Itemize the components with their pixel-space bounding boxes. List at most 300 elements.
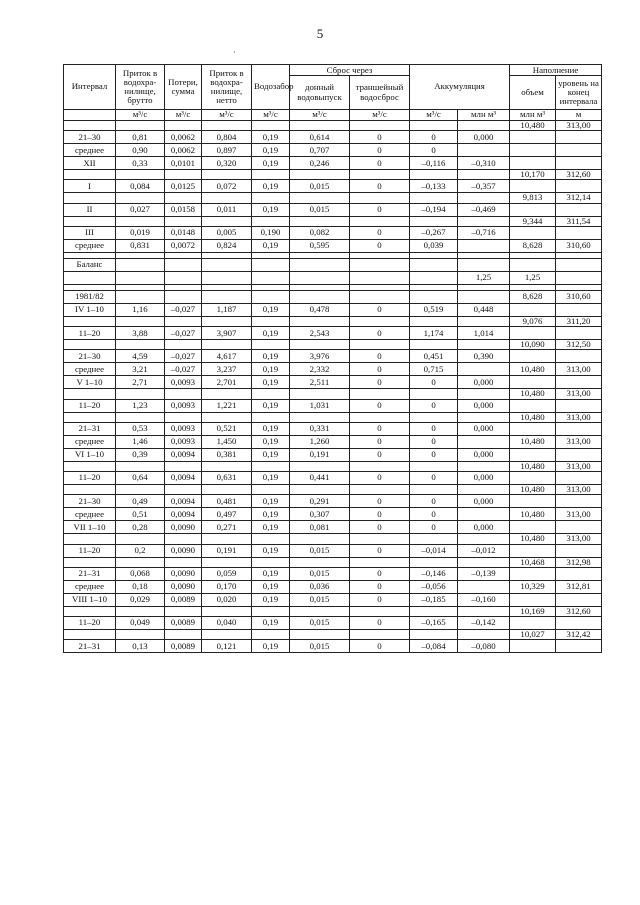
value-cell [510,376,556,389]
value-cell: 0,451 [410,350,458,363]
value-cell [116,216,165,226]
table-row [64,303,602,316]
value-cell: 0,0072 [165,239,202,252]
value-cell: 0,036 [290,580,350,593]
value-cell: –0,194 [410,203,458,216]
value-cell [458,508,510,521]
value-cell [510,640,556,653]
value-cell: 10,468 [510,557,556,567]
value-cell [556,448,602,461]
value-cell [556,495,602,508]
value-cell [290,271,350,284]
interval-cell: II [64,203,116,216]
value-cell [165,534,202,544]
value-cell: 8,628 [510,290,556,303]
value-cell [165,193,202,203]
value-cell: 3,907 [202,327,252,340]
value-cell [252,485,290,495]
value-cell: –0,116 [410,157,458,170]
table-row [64,521,602,534]
value-cell: 0,19 [252,422,290,435]
table-row [64,316,602,326]
interval-cell: среднее [64,508,116,521]
value-cell: 0,082 [290,226,350,239]
value-cell: 0 [350,508,410,521]
value-cell: 0,19 [252,157,290,170]
value-cell [556,350,602,363]
interval-cell: среднее [64,239,116,252]
table-row [64,144,602,157]
value-cell: –0,133 [410,180,458,193]
value-cell: 0,068 [116,567,165,580]
value-cell [165,121,202,131]
value-cell: 0,020 [202,593,252,606]
value-cell: 0,0125 [165,180,202,193]
value-cell [290,534,350,544]
value-cell [458,412,510,422]
interval-cell: IV 1–10 [64,303,116,316]
table-row [64,399,602,412]
value-cell: 0,19 [252,350,290,363]
table-row [64,290,602,303]
value-cell [252,290,290,303]
unit-cell: м³/с [350,110,410,121]
table-row [64,435,602,448]
value-cell: 310,60 [556,239,602,252]
value-cell [410,121,458,131]
value-cell: 0,19 [252,508,290,521]
value-cell [290,340,350,350]
value-cell: –0,027 [165,327,202,340]
value-cell: 2,511 [290,376,350,389]
value-cell [202,258,252,271]
value-cell: 4,59 [116,350,165,363]
value-cell [165,340,202,350]
table-row [64,226,602,239]
value-cell: 2,71 [116,376,165,389]
table-row [64,544,602,557]
value-cell [290,121,350,131]
value-cell: 0 [350,226,410,239]
interval-cell: 11–20 [64,472,116,485]
value-cell: 0 [350,521,410,534]
value-cell: 10,480 [510,363,556,376]
units-cell-empty [64,110,116,121]
interval-cell: 21–30 [64,495,116,508]
table-row [64,170,602,180]
value-cell: 313,00 [556,121,602,131]
value-cell [510,422,556,435]
value-cell [510,144,556,157]
value-cell: 0,19 [252,567,290,580]
value-cell: –0,012 [458,544,510,557]
value-cell [165,271,202,284]
value-cell: 0,497 [202,508,252,521]
table-row [64,327,602,340]
value-cell: 0,381 [202,448,252,461]
table-row [64,448,602,461]
value-cell [458,216,510,226]
value-cell: 0,51 [116,508,165,521]
value-cell [350,412,410,422]
value-cell: –0,267 [410,226,458,239]
value-cell: 0,015 [290,640,350,653]
interval-cell: 21–30 [64,350,116,363]
value-cell: –0,357 [458,180,510,193]
value-cell [116,170,165,180]
value-cell: 0,0148 [165,226,202,239]
value-cell: 0 [410,399,458,412]
value-cell: 0,28 [116,521,165,534]
unit-cell: м³/с [290,110,350,121]
value-cell [202,316,252,326]
value-cell: 0,040 [202,617,252,630]
unit-cell: м³/с [252,110,290,121]
value-cell: 0,0093 [165,376,202,389]
value-cell [556,131,602,144]
value-cell: 0,18 [116,580,165,593]
value-cell: 3,976 [290,350,350,363]
value-cell: 0,027 [116,203,165,216]
value-cell: 0,072 [202,180,252,193]
value-cell [350,216,410,226]
value-cell: 312,81 [556,580,602,593]
value-cell [290,258,350,271]
value-cell: 0 [410,376,458,389]
value-cell: 0 [350,580,410,593]
value-cell: –0,027 [165,363,202,376]
value-cell: 0,0101 [165,157,202,170]
value-cell [116,461,165,471]
value-cell [510,521,556,534]
value-cell: 0 [350,363,410,376]
unit-cell: млн м³ [458,110,510,121]
value-cell: 0,64 [116,472,165,485]
value-cell [350,630,410,640]
value-cell: 1,221 [202,399,252,412]
value-cell [350,534,410,544]
interval-cell [64,630,116,640]
value-cell: 0 [350,472,410,485]
value-cell: 0,19 [252,131,290,144]
value-cell: 312,98 [556,557,602,567]
value-cell [116,389,165,399]
value-cell [202,606,252,616]
value-cell: 0,170 [202,580,252,593]
value-cell: 0,0089 [165,617,202,630]
value-cell: –0,027 [165,303,202,316]
interval-cell [64,316,116,326]
value-cell [410,216,458,226]
value-cell [410,461,458,471]
value-cell: 4,617 [202,350,252,363]
value-cell [290,316,350,326]
value-cell [290,290,350,303]
value-cell: 0,000 [458,422,510,435]
value-cell: –0,146 [410,567,458,580]
table-row [64,534,602,544]
value-cell: 0,897 [202,144,252,157]
interval-cell: 21–31 [64,567,116,580]
interval-cell: V 1–10 [64,376,116,389]
interval-cell: среднее [64,580,116,593]
value-cell: 0,614 [290,131,350,144]
value-cell: 10,480 [510,485,556,495]
value-cell: 312,42 [556,630,602,640]
header-trench-spillway: траншейный водосброс [350,76,410,110]
value-cell [350,485,410,495]
value-cell [510,472,556,485]
value-cell [252,216,290,226]
value-cell: 0,121 [202,640,252,653]
value-cell [252,258,290,271]
table-row [64,389,602,399]
value-cell: 0,0090 [165,580,202,593]
value-cell [510,495,556,508]
value-cell [165,606,202,616]
header-losses: Потери, сумма [165,65,202,110]
value-cell: 311,54 [556,216,602,226]
value-cell [556,258,602,271]
value-cell [290,606,350,616]
value-cell [165,170,202,180]
value-cell: –0,139 [458,567,510,580]
interval-cell: среднее [64,144,116,157]
value-cell [202,170,252,180]
interval-cell: 11–20 [64,544,116,557]
value-cell: 0,19 [252,580,290,593]
value-cell [510,399,556,412]
value-cell [290,485,350,495]
value-cell: 0 [410,435,458,448]
value-cell [458,193,510,203]
value-cell: 0,804 [202,131,252,144]
value-cell [290,557,350,567]
interval-cell: XII [64,157,116,170]
value-cell: 0,015 [290,617,350,630]
value-cell [252,389,290,399]
value-cell [510,544,556,557]
value-cell: 0,0090 [165,567,202,580]
interval-cell: VII 1–10 [64,521,116,534]
value-cell: 0 [350,239,410,252]
value-cell [510,258,556,271]
value-cell: 0,707 [290,144,350,157]
value-cell [202,340,252,350]
value-cell [202,412,252,422]
value-cell: 0,19 [252,448,290,461]
value-cell: 10,480 [510,412,556,422]
value-cell [410,389,458,399]
value-cell: 9,813 [510,193,556,203]
value-cell: –0,160 [458,593,510,606]
value-cell: 312,60 [556,170,602,180]
table-row [64,617,602,630]
value-cell [116,534,165,544]
table-row [64,131,602,144]
value-cell: 0 [350,435,410,448]
interval-cell: 21–31 [64,422,116,435]
interval-cell [64,557,116,567]
value-cell: 0,331 [290,422,350,435]
value-cell: –0,165 [410,617,458,630]
unit-cell: м³/с [165,110,202,121]
value-cell [202,271,252,284]
value-cell: 0,0158 [165,203,202,216]
table-row [64,557,602,567]
value-cell: 0 [350,180,410,193]
interval-cell [64,193,116,203]
value-cell: 0,015 [290,203,350,216]
interval-cell: Баланс [64,258,116,271]
value-cell [165,216,202,226]
value-cell: 313,00 [556,389,602,399]
table-row [64,203,602,216]
value-cell: –0,027 [165,350,202,363]
header-interval: Интервал [64,65,116,110]
table-row [64,157,602,170]
table-row [64,508,602,521]
value-cell [458,461,510,471]
value-cell [458,485,510,495]
value-cell [556,617,602,630]
value-cell [350,316,410,326]
value-cell [290,193,350,203]
value-cell [290,461,350,471]
value-cell [202,630,252,640]
value-cell [202,461,252,471]
value-cell: 0,011 [202,203,252,216]
value-cell: 0 [350,567,410,580]
value-cell [510,567,556,580]
value-cell: 10,170 [510,170,556,180]
value-cell: 0,19 [252,521,290,534]
value-cell [556,226,602,239]
value-cell [556,180,602,193]
value-cell: 0 [350,144,410,157]
value-cell: 3,237 [202,363,252,376]
table-row [64,422,602,435]
value-cell: 0,059 [202,567,252,580]
value-cell [252,271,290,284]
value-cell: 0,000 [458,448,510,461]
interval-cell [64,412,116,422]
value-cell [410,193,458,203]
value-cell: 0,13 [116,640,165,653]
value-cell [458,389,510,399]
header-inflow-gross: Приток в водохра-нилище, брутто [116,65,165,110]
value-cell [510,203,556,216]
value-cell [116,290,165,303]
value-cell [410,316,458,326]
interval-cell: 11–20 [64,327,116,340]
value-cell: –0,014 [410,544,458,557]
interval-cell [64,485,116,495]
value-cell [165,461,202,471]
value-cell: 0 [350,327,410,340]
value-cell: 0,2 [116,544,165,557]
value-cell: 0,53 [116,422,165,435]
interval-cell: VIII 1–10 [64,593,116,606]
value-cell: 313,00 [556,485,602,495]
value-cell [290,216,350,226]
value-cell: 10,090 [510,340,556,350]
value-cell: 0,390 [458,350,510,363]
value-cell [290,630,350,640]
page-number: 5 [316,26,324,41]
value-cell [510,593,556,606]
interval-cell [64,389,116,399]
value-cell [410,170,458,180]
value-cell [252,340,290,350]
table-row [64,239,602,252]
value-cell [458,606,510,616]
value-cell [252,170,290,180]
interval-cell: среднее [64,363,116,376]
interval-cell [64,606,116,616]
value-cell [458,534,510,544]
value-cell: 10,480 [510,121,556,131]
value-cell [458,435,510,448]
value-cell [458,580,510,593]
value-cell: 0,0062 [165,131,202,144]
value-cell: 0 [350,640,410,653]
value-cell: 0,0090 [165,544,202,557]
unit-cell: м³/с [116,110,165,121]
table-row [64,495,602,508]
table-row [64,593,602,606]
value-cell: 0 [410,472,458,485]
interval-cell [64,216,116,226]
value-cell [458,258,510,271]
value-cell [510,157,556,170]
table-row [64,216,602,226]
value-cell [202,485,252,495]
value-cell: 0 [410,131,458,144]
value-cell [556,271,602,284]
value-cell: 0,005 [202,226,252,239]
value-cell: 0 [350,448,410,461]
units-row [64,110,602,121]
value-cell [510,226,556,239]
value-cell: 8,628 [510,239,556,252]
value-cell [350,121,410,131]
value-cell [116,121,165,131]
value-cell [252,630,290,640]
value-cell [202,216,252,226]
value-cell: 0,715 [410,363,458,376]
table-row [64,461,602,471]
value-cell [202,534,252,544]
header-withdrawal: Водозабор [252,65,290,110]
value-cell: 0,0089 [165,640,202,653]
value-cell: 0,49 [116,495,165,508]
value-cell [165,557,202,567]
value-cell: 1,450 [202,435,252,448]
value-cell [510,448,556,461]
value-cell [350,271,410,284]
value-cell [556,157,602,170]
value-cell [116,557,165,567]
header-filling: Наполнение [510,65,602,76]
value-cell: 0,90 [116,144,165,157]
value-cell [510,350,556,363]
value-cell [252,534,290,544]
value-cell: 0,19 [252,203,290,216]
value-cell: 313,00 [556,534,602,544]
value-cell: 0 [410,495,458,508]
value-cell [202,290,252,303]
